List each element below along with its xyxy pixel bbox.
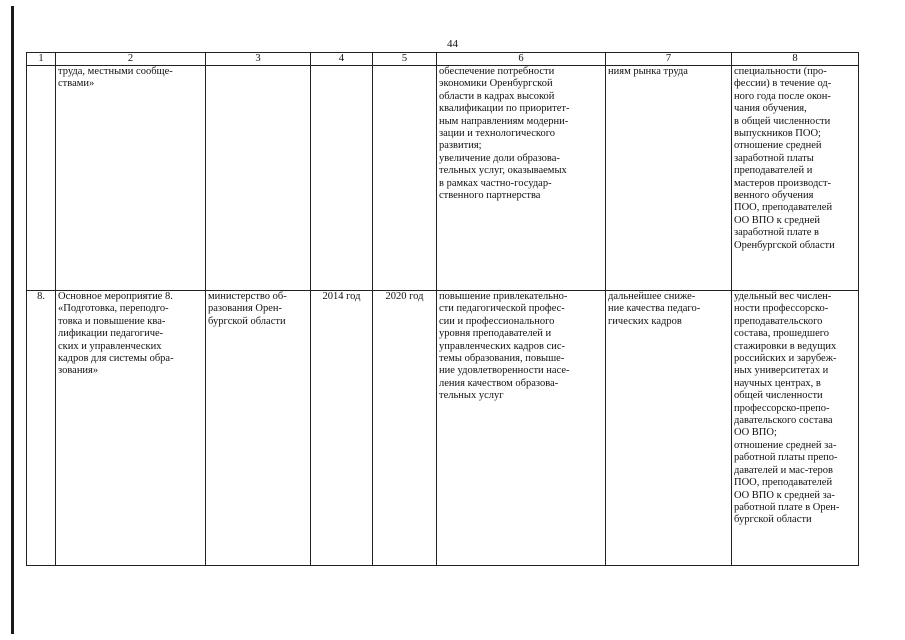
executor-cell — [206, 66, 311, 291]
text-line: венного обучения — [734, 190, 814, 202]
text-line: Основное мероприятие 8. — [58, 291, 173, 302]
indicators-cell — [732, 291, 859, 566]
text-line: фессии) в течение од- — [734, 78, 832, 90]
text-line: сти педагогической профес- — [439, 303, 565, 315]
text-line: профессорско-препо- — [734, 402, 830, 414]
text-line: заработной платы — [734, 152, 814, 164]
text-line: лификации педагогиче- — [58, 328, 164, 340]
text-line: общей численности — [734, 390, 823, 402]
event-cell — [56, 291, 206, 566]
text-line: ления качеством образова- — [439, 377, 559, 389]
text-line: в рамках частно-государ- — [439, 177, 552, 189]
text-line: ОО ВПО; — [734, 427, 777, 439]
text-line: удельный вес числен- — [734, 291, 832, 302]
text-line: тельных услуг, оказываемых — [439, 165, 567, 177]
text-line: ПОО, преподавателей — [734, 477, 833, 489]
column-header: 5 — [373, 53, 437, 66]
column-header: 8 — [732, 53, 859, 66]
text-line: российских и зарубеж- — [734, 353, 837, 365]
text-line: чания обучения, — [734, 103, 807, 115]
text-line: преподавательского — [734, 315, 823, 327]
text-line: работной платы препо- — [734, 452, 838, 464]
column-header: 7 — [606, 53, 732, 66]
text-line: ниям рынка труда — [608, 66, 688, 77]
consequences-cell — [606, 291, 732, 566]
column-header: 6 — [437, 53, 606, 66]
text-line: уровня преподавателей и — [439, 328, 552, 340]
text-line: бургской области — [734, 514, 812, 526]
event-cell — [56, 66, 206, 291]
text-line: ние качества педаго- — [608, 303, 701, 315]
text-line: ным направлениям модерни- — [439, 115, 569, 127]
text-line: темы образования, повыше- — [439, 353, 565, 365]
page-number: 44 — [447, 38, 458, 50]
column-header: 1 — [27, 53, 56, 66]
consequences-cell — [606, 66, 732, 291]
text-line: дальнейшее сниже- — [608, 291, 696, 302]
table-row — [27, 66, 859, 291]
text-line: бургской области — [208, 315, 286, 327]
text-line: давателей и мас-теров — [734, 464, 833, 476]
text-line: стажировки в ведущих — [734, 340, 837, 352]
text-line: ние удовлетворенности насе- — [439, 365, 570, 377]
text-line: министерство об- — [208, 291, 287, 302]
text-line: гических кадров — [608, 315, 682, 327]
column-header: 3 — [206, 53, 311, 66]
text-line: отношение средней за- — [734, 439, 837, 451]
column-header: 2 — [56, 53, 206, 66]
row-number-cell: 8. — [27, 291, 56, 566]
text-line: обеспечение потребности — [439, 66, 555, 77]
indicators-cell — [732, 66, 859, 291]
program-table — [26, 52, 859, 566]
text-line: преподавателей и — [734, 165, 813, 177]
text-line: товка и повышение ква- — [58, 315, 166, 327]
column-header: 4 — [311, 53, 373, 66]
expected-result-cell — [437, 291, 606, 566]
text-line: ОО ВПО к средней за- — [734, 489, 835, 501]
text-line: увеличение доли образова- — [439, 152, 560, 164]
text-line: Оренбургской области — [734, 239, 835, 251]
text-line: специальности (про- — [734, 66, 827, 77]
text-line: тельных услуг — [439, 390, 504, 402]
table-row — [27, 291, 859, 566]
text-line: в общей численности — [734, 115, 831, 127]
text-line: сии и профессионального — [439, 315, 555, 327]
text-line: выпускников ПОО; — [734, 128, 821, 140]
text-line: мастеров производст- — [734, 177, 832, 189]
text-line: ствами» — [58, 78, 95, 90]
column-number-row — [27, 53, 859, 66]
text-line: ности профессорско- — [734, 303, 829, 315]
text-line: кадров для системы обра- — [58, 353, 174, 365]
text-line: экономики Оренбургской — [439, 78, 553, 90]
executor-cell — [206, 291, 311, 566]
text-line: развития; — [439, 140, 482, 152]
start-year-cell: 2014 год — [311, 291, 373, 566]
text-line: квалификации по приоритет- — [439, 103, 570, 115]
row-number-cell — [27, 66, 56, 291]
text-line: управленческих кадров сис- — [439, 340, 566, 352]
text-line: области в кадрах высокой — [439, 90, 555, 102]
text-line: труда, местными сообще- — [58, 66, 173, 77]
text-line: повышение привлекательно- — [439, 291, 568, 302]
text-line: научных центрах, в — [734, 377, 821, 389]
expected-result-cell — [437, 66, 606, 291]
end-year-cell — [373, 66, 437, 291]
text-line: ОО ВПО к средней — [734, 214, 820, 226]
text-line: ских и управленческих — [58, 340, 162, 352]
text-line: заработной плате в — [734, 227, 819, 239]
binding-edge-line — [11, 6, 14, 634]
text-line: разования Орен- — [208, 303, 283, 315]
text-line: состава, прошедшего — [734, 328, 830, 340]
text-line: ного года после окон- — [734, 90, 831, 102]
text-line: работной плате в Орен- — [734, 501, 840, 513]
start-year-cell — [311, 66, 373, 291]
text-line: отношение средней — [734, 140, 822, 152]
end-year-cell: 2020 год — [373, 291, 437, 566]
text-line: давательского состава — [734, 415, 833, 427]
text-line: ПОО, преподавателей — [734, 202, 833, 214]
text-line: зования» — [58, 365, 99, 377]
text-line: ственного партнерства — [439, 190, 541, 202]
text-line: «Подготовка, переподго- — [58, 303, 169, 315]
text-line: зации и технологического — [439, 128, 556, 140]
text-line: ных университетах и — [734, 365, 829, 377]
